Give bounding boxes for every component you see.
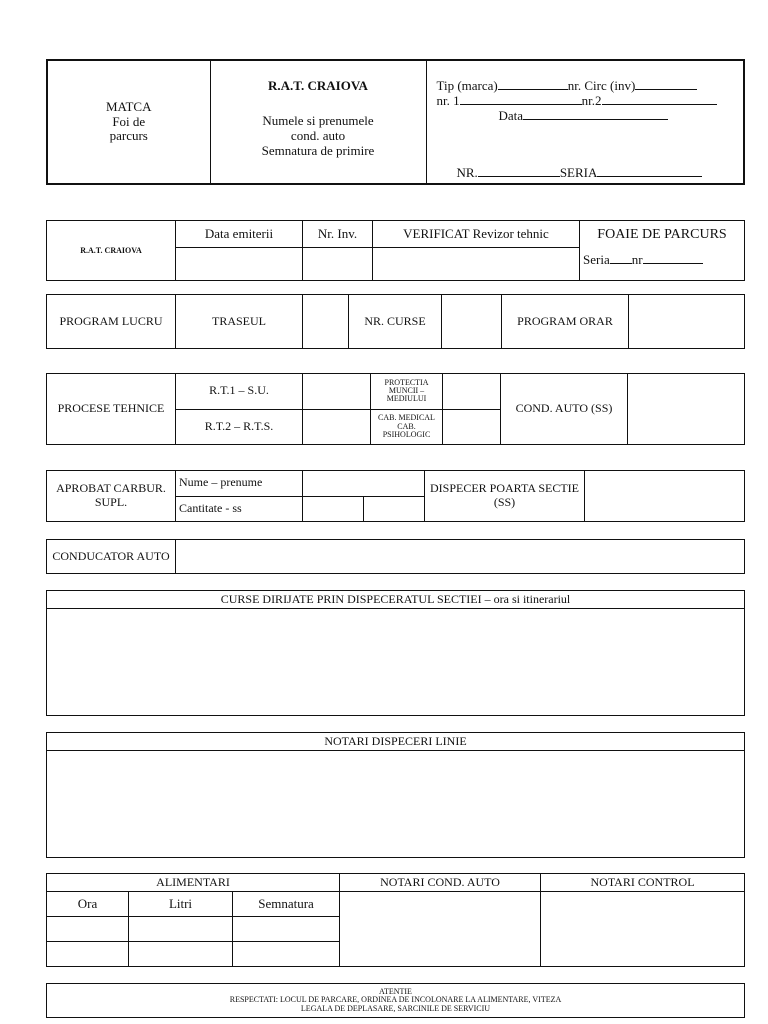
alimentari-ora: Ora [47,892,129,917]
header-verificat: VERIFICAT Revizor tehnic [373,221,580,248]
matca-company: R.A.T. CRAIOVA [268,78,368,93]
aprobat-title: APROBAT CARBUR. SUPL. [47,471,176,522]
aprobat-cantitate-value1[interactable] [303,496,364,522]
header-nr-inv: Nr. Inv. [303,221,373,248]
program-nr-curse-value[interactable] [442,295,502,349]
alimentari-semnatura-2[interactable] [233,942,340,967]
matca-tip: Tip (marca) [436,78,498,93]
alimentari-notari-cond: NOTARI COND. AUTO [340,874,541,892]
procese-rt1: R.T.1 – S.U. [176,374,303,410]
procese-cab: CAB. MEDICAL CAB. PSIHOLOGIC [371,409,443,445]
aprobat-cantitate: Cantitate - ss [176,496,303,522]
matca-name-line1: Numele si prenumele [262,112,374,128]
matca-line2: Foi de [112,113,146,129]
alimentari-notari-control-area[interactable] [541,892,745,967]
atentie-table [46,983,745,1018]
alimentari-semnatura-1[interactable] [233,917,340,942]
header-nr: nr [631,252,643,268]
procese-cond-auto-value[interactable] [628,374,745,445]
matca-nr1: nr. 1 [436,92,460,108]
procese-protectia-value[interactable] [443,374,501,410]
aprobat-nume-value[interactable] [303,471,425,497]
notari-dispeceri-title: NOTARI DISPECERI LINIE [47,733,745,751]
notari-dispeceri-table [46,732,745,858]
alimentari-title: ALIMENTARI [47,874,340,892]
matca-nr2: nr.2 [581,92,602,108]
program-traseul-value[interactable] [303,295,349,349]
alimentari-ora-1[interactable] [47,917,129,942]
conducator-value[interactable] [176,540,745,574]
matca-company-cell [210,60,426,184]
program-lucru: PROGRAM LUCRU [47,295,176,349]
alimentari-litri: Litri [129,892,233,917]
header-seria: Seria [583,252,610,268]
alimentari-litri-1[interactable] [129,917,233,942]
conducator-table [46,539,745,574]
matca-signature: Semnatura de primire [261,142,375,158]
program-nr-curse: NR. CURSE [349,295,442,349]
matca-name-line2: cond. auto [290,127,346,143]
procese-rt1-value[interactable] [303,374,371,410]
alimentari-ora-2[interactable] [47,942,129,967]
matca-seria: SERIA [559,165,598,181]
aprobat-cantitate-value2[interactable] [364,496,425,522]
curse-area[interactable] [47,609,745,716]
procese-title: PROCESE TEHNICE [47,374,176,445]
alimentari-notari-cond-area[interactable] [340,892,541,967]
alimentari-notari-control: NOTARI CONTROL [541,874,745,892]
atentie-title: ATENTIE [379,986,412,996]
curse-title: CURSE DIRIJATE PRIN DISPECERATUL SECTIEI – ora si itinerariul [47,591,745,609]
procese-table [46,373,745,445]
curse-table [46,590,745,716]
alimentari-litri-2[interactable] [129,942,233,967]
program-orar: PROGRAM ORAR [502,295,629,349]
aprobat-dispecer-value[interactable] [585,471,745,522]
header-data-emiterii: Data emiterii [176,221,303,248]
matca-info-cell [426,60,744,184]
program-traseul: TRASEUL [176,295,303,349]
header-verificat-value[interactable] [373,248,580,281]
aprobat-dispecer: DISPECER POARTA SECTIE (SS) [425,471,585,522]
procese-cab-value[interactable] [443,409,501,445]
conducator-label: CONDUCATOR AUTO [47,540,176,574]
matca-nr: NR. [456,165,478,181]
atentie-line2: LEGALA DE DEPLASARE, SARCINILE DE SERVICIU [300,1003,491,1013]
matca-line3: parcurs [109,128,148,144]
atentie-line1: RESPECTATI: LOCUL DE PARCARE, ORDINEA DE INCOLONARE LA ALIMENTARE, VITEZA [229,995,562,1005]
atentie-cell [47,984,745,1018]
aprobat-table [46,470,745,522]
header-data-emiterii-value[interactable] [176,248,303,281]
header-foaie: FOAIE DE PARCURS [597,227,727,242]
matca-cell [47,60,210,184]
procese-rt2: R.T.2 – R.T.S. [176,409,303,445]
header-nr-inv-value[interactable] [303,248,373,281]
matca-data: Data [498,107,524,123]
header-table [46,220,745,281]
alimentari-table [46,873,745,967]
header-company: R.A.T. CRAIOVA [47,221,176,281]
alimentari-semnatura: Semnatura [233,892,340,917]
aprobat-nume: Nume – prenume [176,471,303,497]
procese-rt2-value[interactable] [303,409,371,445]
notari-dispeceri-area[interactable] [47,751,745,858]
matca-nr-circ: nr. Circ (inv) [567,78,636,93]
header-foaie-cell [580,221,745,281]
matca-table [46,59,745,185]
procese-cond-auto: COND. AUTO (SS) [501,374,628,445]
matca-title: MATCA [105,98,152,114]
procese-protectia: PROTECTIA MUNCII – MEDIULUI [371,374,443,410]
program-table [46,294,745,349]
program-orar-value[interactable] [629,295,745,349]
